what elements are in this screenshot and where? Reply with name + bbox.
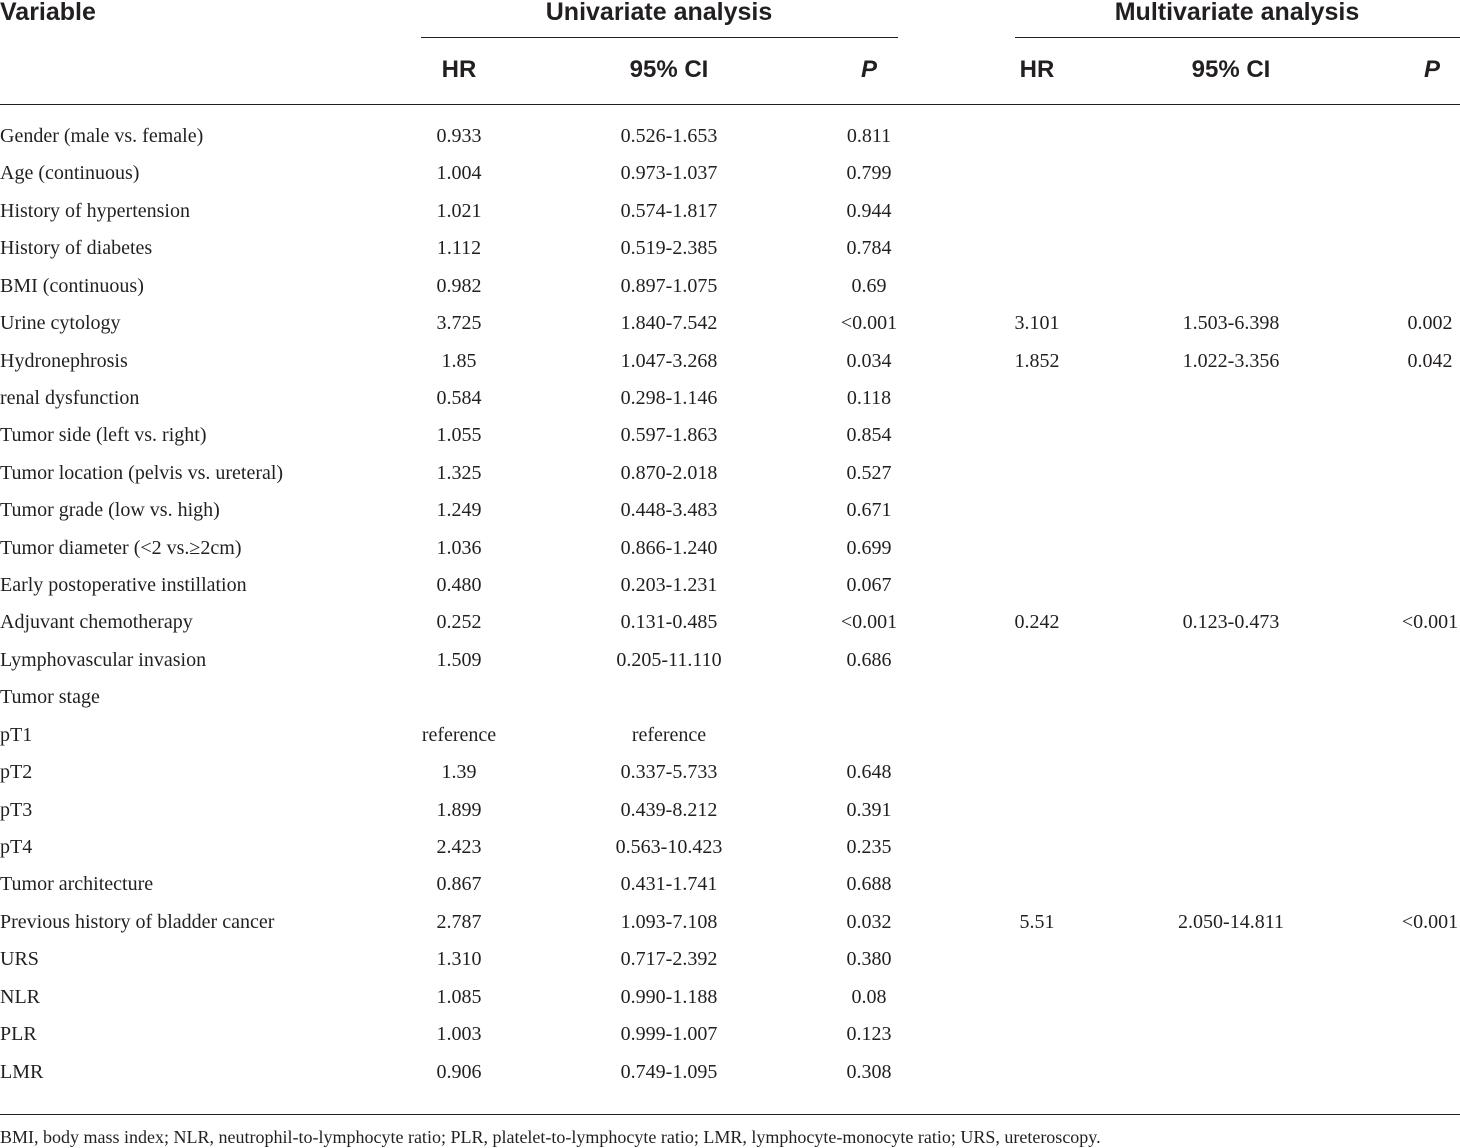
table-cell-multi-ci: 1.503-6.398 [1182, 312, 1280, 334]
table-cell-uni-p: 0.854 [846, 424, 892, 446]
table-cell-variable: Urine cytology [0, 312, 121, 334]
footer-rule [0, 1114, 1460, 1115]
table-cell-variable: pT4 [0, 836, 33, 858]
table-cell-multi-p: 0.042 [1407, 350, 1453, 372]
table-cell-multi-hr: 3.101 [1014, 312, 1060, 334]
table-cell-uni-p: 0.69 [851, 275, 887, 297]
table-cell-uni-ci: 0.448-3.483 [620, 499, 718, 521]
table-cell-multi-p: <0.001 [1401, 611, 1459, 633]
table-cell-uni-p: 0.799 [846, 162, 892, 184]
table-cell-uni-p: 0.784 [846, 237, 892, 259]
table-cell-multi-hr: 5.51 [1019, 911, 1055, 933]
table-cell-uni-p: 0.034 [846, 350, 892, 372]
table-cell-uni-hr: 1.003 [436, 1023, 482, 1045]
header-multi-ci: 95% CI [1191, 56, 1271, 83]
table-cell-uni-ci: 0.298-1.146 [620, 387, 718, 409]
table-cell-variable: URS [0, 948, 39, 970]
table-cell-uni-ci: 0.990-1.188 [620, 986, 718, 1008]
table-cell-uni-ci: 1.093-7.108 [620, 911, 718, 933]
table-cell-multi-hr: 1.852 [1014, 350, 1060, 372]
table-cell-uni-ci: 0.563-10.423 [615, 836, 723, 858]
table-cell-uni-p: 0.118 [846, 387, 892, 409]
table-cell-uni-ci: 0.717-2.392 [620, 948, 718, 970]
header-multi-p: P [1423, 56, 1441, 83]
table-cell-multi-ci: 0.123-0.473 [1182, 611, 1280, 633]
table-cell-variable: Tumor stage [0, 686, 100, 708]
table-cell-variable: LMR [0, 1061, 44, 1083]
table-cell-uni-hr: 1.899 [436, 799, 482, 821]
table-cell-uni-hr: 1.249 [436, 499, 482, 521]
table-cell-uni-ci: 1.840-7.542 [620, 312, 718, 334]
table-cell-uni-p: 0.648 [846, 761, 892, 783]
table-cell-variable: Lymphovascular invasion [0, 649, 207, 671]
table-cell-uni-p: <0.001 [840, 611, 898, 633]
table-cell-variable: History of diabetes [0, 237, 153, 259]
table-cell-uni-ci: 0.203-1.231 [620, 574, 718, 596]
table-cell-uni-ci: 0.897-1.075 [620, 275, 718, 297]
table-cell-uni-ci: 0.131-0.485 [620, 611, 718, 633]
table-cell-uni-p: 0.067 [846, 574, 892, 596]
table-cell-uni-hr: 1.055 [436, 424, 482, 446]
table-cell-multi-p: <0.001 [1401, 911, 1459, 933]
table-cell-variable: Hydronephrosis [0, 350, 128, 372]
table-cell-uni-ci: 0.749-1.095 [620, 1061, 718, 1083]
table-cell-uni-hr: 1.85 [441, 350, 477, 372]
table-cell-uni-hr: reference [421, 724, 497, 746]
table-cell-uni-hr: 0.480 [436, 574, 482, 596]
table-cell-uni-hr: 2.423 [436, 836, 482, 858]
table-cell-uni-ci: 0.866-1.240 [620, 537, 718, 559]
table-cell-uni-ci: 0.205-11.110 [616, 649, 722, 671]
table-cell-uni-ci: 0.526-1.653 [620, 125, 718, 147]
table-cell-variable: pT1 [0, 724, 33, 746]
header-uni-ci: 95% CI [629, 56, 709, 83]
table-cell-variable: Gender (male vs. female) [0, 125, 204, 147]
table-cell-uni-hr: 1.036 [436, 537, 482, 559]
table-cell-uni-ci: 0.973-1.037 [620, 162, 718, 184]
table-cell-uni-hr: 1.004 [436, 162, 482, 184]
table-cell-variable: Tumor location (pelvis vs. ureteral) [0, 462, 284, 484]
table-cell-variable: BMI (continuous) [0, 275, 144, 297]
table-cell-uni-p: <0.001 [840, 312, 898, 334]
table-cell-uni-ci: 1.047-3.268 [620, 350, 718, 372]
table-cell-multi-p: 0.002 [1407, 312, 1453, 334]
table-cell-uni-p: 0.811 [846, 125, 892, 147]
table-cell-variable: Previous history of bladder cancer [0, 911, 275, 933]
table-cell-uni-p: 0.235 [846, 836, 892, 858]
table-cell-uni-p: 0.527 [846, 462, 892, 484]
table-cell-uni-p: 0.391 [846, 799, 892, 821]
table-cell-multi-ci: 1.022-3.356 [1182, 350, 1280, 372]
multivariate-underline [1015, 37, 1460, 38]
table-cell-uni-p: 0.699 [846, 537, 892, 559]
footnote: BMI, body mass index; NLR, neutrophil-to-lymphocyte ratio; PLR, platelet-to-lymphocyte ratio; LMR, lymphocyte-monocyte ratio; URS, ureteroscopy. [0, 1127, 1101, 1147]
table-cell-uni-p: 0.380 [846, 948, 892, 970]
header-uni-hr: HR [441, 56, 477, 83]
table-cell-variable: PLR [0, 1023, 37, 1045]
table-cell-variable: Early postoperative instillation [0, 574, 247, 596]
table-cell-uni-hr: 0.252 [436, 611, 482, 633]
table-cell-uni-ci: 0.597-1.863 [620, 424, 718, 446]
table-cell-uni-p: 0.123 [846, 1023, 892, 1045]
table-cell-multi-hr: 0.242 [1014, 611, 1060, 633]
table-cell-uni-hr: 1.085 [436, 986, 482, 1008]
table-cell-uni-hr: 1.325 [436, 462, 482, 484]
table-cell-uni-ci: 0.431-1.741 [620, 873, 718, 895]
table-cell-uni-ci: reference [631, 724, 707, 746]
header-multivariate: Multivariate analysis [1114, 0, 1360, 26]
table-cell-variable: renal dysfunction [0, 387, 140, 409]
table-cell-multi-ci: 2.050-14.811 [1178, 911, 1284, 933]
table-cell-uni-hr: 1.39 [441, 761, 477, 783]
table-cell-variable: Tumor diameter (<2 vs.≥2cm) [0, 537, 242, 559]
table-cell-uni-hr: 0.867 [436, 873, 482, 895]
header-variable: Variable [0, 0, 96, 26]
table-cell-uni-hr: 0.933 [436, 125, 482, 147]
univariate-underline [421, 37, 898, 38]
table-cell-uni-ci: 0.870-2.018 [620, 462, 718, 484]
table-cell-uni-hr: 3.725 [436, 312, 482, 334]
table-cell-variable: Tumor grade (low vs. high) [0, 499, 220, 521]
table-cell-uni-ci: 0.519-2.385 [620, 237, 718, 259]
table-cell-variable: pT3 [0, 799, 33, 821]
table-cell-variable: Tumor architecture [0, 873, 154, 895]
table-cell-variable: pT2 [0, 761, 33, 783]
table-cell-uni-ci: 0.574-1.817 [620, 200, 718, 222]
header-uni-p: P [860, 56, 878, 83]
table-cell-uni-p: 0.688 [846, 873, 892, 895]
table-cell-uni-hr: 2.787 [436, 911, 482, 933]
header-bottom-rule [0, 104, 1460, 105]
table-cell-variable: Tumor side (left vs. right) [0, 424, 207, 446]
table-cell-uni-hr: 1.509 [436, 649, 482, 671]
table-cell-uni-ci: 0.439-8.212 [620, 799, 718, 821]
table-cell-uni-ci: 0.337-5.733 [620, 761, 718, 783]
table-cell-variable: Adjuvant chemotherapy [0, 611, 193, 633]
table-cell-uni-p: 0.08 [851, 986, 887, 1008]
table-cell-uni-p: 0.308 [846, 1061, 892, 1083]
table-cell-uni-hr: 0.906 [436, 1061, 482, 1083]
table-cell-variable: History of hypertension [0, 200, 190, 222]
table-cell-variable: NLR [0, 986, 40, 1008]
table-cell-uni-hr: 1.112 [436, 237, 482, 259]
table-cell-uni-ci: 0.999-1.007 [620, 1023, 718, 1045]
table-cell-variable: Age (continuous) [0, 162, 140, 184]
table-cell-uni-p: 0.671 [846, 499, 892, 521]
table-cell-uni-hr: 1.021 [436, 200, 482, 222]
header-multi-hr: HR [1019, 56, 1055, 83]
table-cell-uni-hr: 1.310 [436, 948, 482, 970]
table-cell-uni-p: 0.944 [846, 200, 892, 222]
table-cell-uni-hr: 0.982 [436, 275, 482, 297]
table-cell-uni-hr: 0.584 [436, 387, 482, 409]
table-cell-uni-p: 0.032 [846, 911, 892, 933]
table-cell-uni-p: 0.686 [846, 649, 892, 671]
header-univariate: Univariate analysis [545, 0, 773, 26]
